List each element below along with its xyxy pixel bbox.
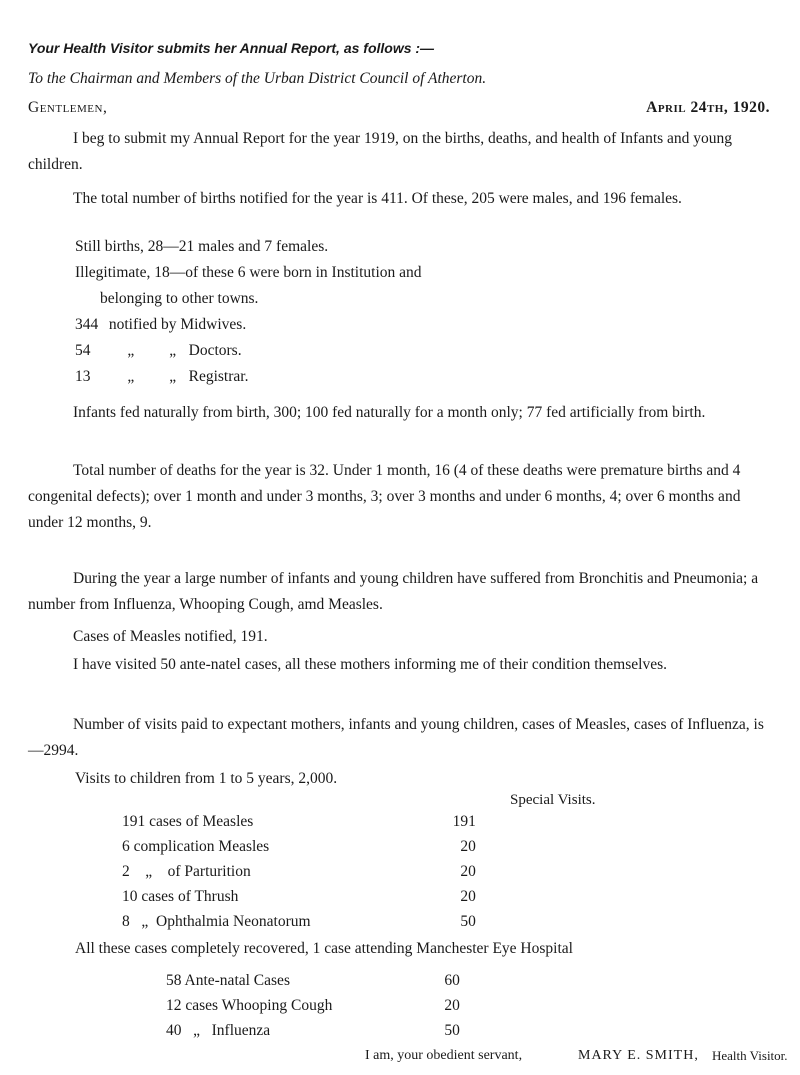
notified-row — [75, 342, 242, 361]
special-visit-label: 8 „ Ophthalmia Neonatorum — [122, 913, 311, 930]
notified-word: notified — [108, 316, 158, 333]
notified-row — [75, 316, 246, 335]
special-visit-value: 20 — [460, 863, 476, 880]
paragraph-intro: I beg to submit my Annual Report for the year 1919, on the births, deaths, and health of Infants and young children. — [28, 130, 733, 173]
additional-visit-label: 40 „ Influenza — [166, 1022, 271, 1039]
recovered-note: All these cases completely recovered, 1 case attending Manchester Eye Hospital — [75, 940, 573, 957]
additional-visit-value: 60 — [444, 972, 460, 989]
notified-row — [75, 368, 248, 387]
ditto-mark: „ — [127, 368, 135, 385]
paragraph-visits-total: Number of visits paid to expectant mothers, infants and young children, cases of Measles, cases of Influenza, is—2994. — [28, 716, 764, 759]
report-date: April 24th, 1920. — [646, 99, 770, 116]
additional-visit-row — [166, 972, 460, 991]
still-births: Still births, 28—21 males and 7 females. — [75, 238, 329, 255]
special-visit-value: 20 — [460, 888, 476, 905]
signatory-title: Health Visitor. — [712, 1048, 788, 1063]
illegitimate-line-2: belonging to other towns. — [100, 290, 259, 307]
signatory-name: MARY E. SMITH, — [578, 1048, 699, 1063]
additional-visit-row — [166, 997, 460, 1016]
paragraph-measles-notified: Cases of Measles notified, 191. — [73, 628, 268, 645]
special-visit-row — [122, 888, 476, 907]
special-visit-label: 191 cases of Measles — [122, 813, 254, 830]
report-intro-heading: Your Health Visitor submits her Annual Report, as follows :— — [28, 40, 435, 56]
special-visits-header: Special Visits. — [510, 792, 596, 808]
additional-visit-row — [166, 1022, 460, 1041]
special-visit-row — [122, 863, 476, 882]
ditto-mark: „ — [127, 342, 135, 359]
notified-by: by — [160, 316, 177, 333]
paragraph-feeding: Infants fed naturally from birth, 300; 100 fed naturally for a month only; 77 fed artificially from birth. — [73, 404, 706, 421]
special-visit-label: 2 „ of Parturition — [122, 863, 251, 880]
notified-source: Doctors. — [188, 342, 242, 359]
addressee: To the Chairman and Members of the Urban District Council of Atherton. — [28, 70, 487, 87]
special-visit-label: 6 complication Measles — [122, 838, 270, 855]
special-visit-label: 10 cases of Thrush — [122, 888, 239, 905]
notified-source: Midwives. — [180, 316, 247, 333]
special-visit-value: 191 — [452, 813, 476, 830]
paragraph-ante-natal: I have visited 50 ante-natel cases, all these mothers informing me of their condition themselves. — [73, 656, 667, 673]
ditto-mark: „ — [169, 342, 177, 359]
special-visit-row — [122, 913, 476, 932]
paragraph-illnesses: During the year a large number of infants and young children have suffered from Bronchitis and Pneumonia; a number from Influenza, Whooping Cough, amd Measles. — [28, 570, 759, 613]
visits-children: Visits to children from 1 to 5 years, 2,000. — [75, 770, 338, 787]
notified-count: 13 — [75, 368, 91, 385]
special-visit-value: 20 — [460, 838, 476, 855]
special-visit-row — [122, 838, 476, 857]
special-visit-row — [122, 813, 476, 832]
paragraph-deaths: Total number of deaths for the year is 32. Under 1 month, 16 (4 of these deaths were premature births and 4 congenital defects); over 1 month and under 3 months, 3; over 3 months and under 6 months, 4; over 6 months and under 12 months, 9. — [28, 462, 741, 531]
closing-line: I am, your obedient servant, — [365, 1048, 523, 1063]
ditto-mark: „ — [169, 368, 177, 385]
additional-visit-label: 58 Ante-natal Cases — [166, 972, 290, 989]
paragraph-births-total: The total number of births notified for the year is 411. Of these, 205 were males, and 196 females. — [73, 190, 682, 207]
illegitimate-line-1: Illegitimate, 18—of these 6 were born in Institution and — [75, 264, 422, 281]
notified-count: 54 — [75, 342, 91, 359]
notified-count: 344 — [75, 316, 99, 333]
additional-visit-value: 20 — [444, 997, 460, 1014]
notified-source: Registrar. — [188, 368, 249, 385]
special-visit-value: 50 — [460, 913, 476, 930]
additional-visit-value: 50 — [444, 1022, 460, 1039]
salutation: Gentlemen, — [28, 99, 108, 116]
additional-visit-label: 12 cases Whooping Cough — [166, 997, 333, 1014]
